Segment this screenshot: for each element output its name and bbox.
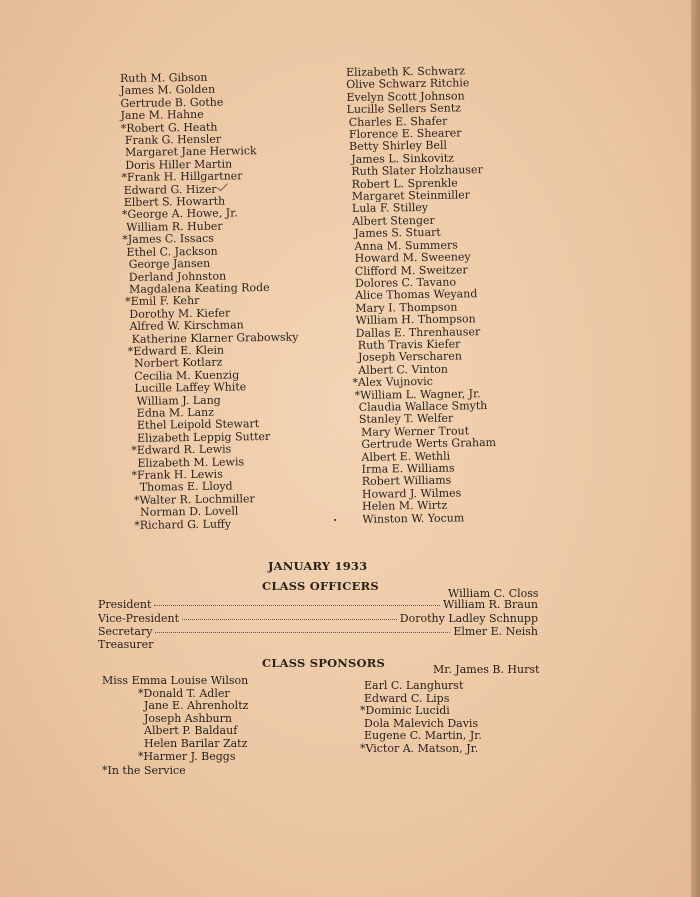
sponsor-name: Helen Barilar Zatz <box>144 736 248 750</box>
sponsor-name: Albert P. Baldauf <box>144 724 238 738</box>
sponsor-name: Joseph Ashburn <box>144 711 232 725</box>
graduate-name: Ruth Travis Kiefer <box>357 337 461 352</box>
sponsor-name: *Victor A. Matson, Jr. <box>360 741 479 755</box>
sponsor-name: Eugene C. Martin, Jr. <box>364 729 482 743</box>
graduate-name: Norman D. Lovell <box>140 504 239 519</box>
graduate-name: James M. Golden <box>120 83 216 98</box>
graduate-name: Edward G. Hizer <box>122 182 297 197</box>
sponsor-left-head: Miss Emma Louise Wilson <box>102 674 249 687</box>
pencil-check-mark-icon <box>216 184 226 192</box>
sponsor-name: Earl C. Langhurst <box>364 679 464 692</box>
officer-name: Dorothy Ladley Schnupp <box>399 612 538 625</box>
graduate-name: William R. Huber <box>126 219 223 234</box>
graduate-name: *Frank H. Hillgartner <box>121 169 243 185</box>
footnote: *In the Service <box>102 764 186 777</box>
leader-dots <box>155 632 450 633</box>
officer-role: Vice-President <box>98 612 180 625</box>
graduate-name: Elizabeth K. Schwarz <box>345 64 466 79</box>
officer-row-president <box>98 598 538 611</box>
graduate-name: Stanley T. Welfer <box>358 411 454 427</box>
graduate-name: Mary I. Thompson <box>355 300 458 315</box>
graduate-name: Lucille Sellers Sentz <box>346 101 462 117</box>
graduate-name: Margaret Steinmiller <box>351 188 471 203</box>
graduate-name: Elizabeth Leppig Sutter <box>137 429 271 445</box>
graduate-name: Thomas E. Lloyd <box>139 479 233 495</box>
graduate-name: Dorothy M. Kiefer <box>129 306 231 321</box>
graduate-name: *Edward E. Klein <box>127 343 225 358</box>
class-sponsors-heading: CLASS SPONSORS <box>262 656 385 670</box>
graduate-name: *Edward R. Lewis <box>131 442 232 458</box>
graduate-name: Derland Johnston <box>128 269 227 284</box>
officer-name: William R. Braun <box>442 598 538 611</box>
graduate-name: William H. Thompson <box>355 312 476 328</box>
graduate-name: Lula F. Stilley <box>351 201 429 216</box>
graduate-name: Cecilia M. Kuenzig <box>134 368 240 383</box>
graduate-name: *Walter R. Lochmiller <box>133 491 255 507</box>
graduate-name: Elbert S. Howarth <box>123 194 226 210</box>
graduate-name: Howard J. Wilmes <box>361 486 462 501</box>
leader-dots <box>182 619 397 620</box>
graduate-name: *William L. Wagner, Jr. <box>354 386 481 402</box>
graduate-name: Claudia Wallace Smyth <box>358 399 488 414</box>
officer-role: Secretary <box>98 625 153 638</box>
sponsor-name: Edward C. Lips <box>364 691 450 705</box>
sponsor-name: Dola Malevich Davis <box>364 716 479 730</box>
graduate-name: Albert E. Wethli <box>361 449 451 464</box>
graduate-name: Katherine Klarner Grabowsky <box>131 330 299 346</box>
officer-row-vice-president <box>98 612 538 625</box>
graduate-name: Elizabeth M. Lewis <box>137 454 245 470</box>
officer-name: Elmer E. Neish <box>453 625 538 638</box>
officer-name-president: William C. Closs <box>448 587 539 600</box>
graduate-name: *Alex Vujnovic <box>352 374 434 390</box>
graduate-name: Alice Thomas Weyand <box>355 287 478 303</box>
graduate-name: Ethel Leipold Stewart <box>136 417 260 433</box>
graduate-name: Irma E. Williams <box>361 461 455 476</box>
graduate-name: *Frank H. Lewis <box>131 467 223 482</box>
graduate-name: Winston W. Yocum <box>362 511 465 526</box>
graduate-name: Edna M. Lanz <box>136 405 215 420</box>
graduate-name: James S. Stuart <box>354 225 441 241</box>
sponsor-list-left <box>102 675 248 763</box>
graduate-name: Albert C. Vinton <box>358 362 449 377</box>
graduate-name: Jane M. Hahne <box>120 108 204 123</box>
sponsor-name: Jane E. Ahrenholtz <box>144 699 249 713</box>
graduate-name: *George A. Howe, Jr. <box>121 206 238 222</box>
class-officers-heading: CLASS OFFICERS <box>262 579 379 593</box>
sponsor-name: *Dominic Lucidi <box>360 704 450 718</box>
graduate-name: Ruth M. Gibson <box>119 70 208 85</box>
graduate-name: Mary Werner Trout <box>361 424 470 439</box>
graduate-list-right <box>346 65 497 526</box>
officer-role: Treasurer <box>98 638 154 651</box>
graduate-list-left <box>120 71 301 532</box>
graduate-name: Helen M. Wirtz <box>362 498 448 514</box>
graduate-name: Olive Schwarz Ritchie <box>346 76 470 92</box>
graduate-name: Ethel C. Jackson <box>126 244 218 259</box>
graduate-name: Norbert Kotlarz <box>133 355 223 371</box>
graduate-name: George Jansen <box>128 256 211 271</box>
page-edge <box>691 0 700 897</box>
term-heading: JANUARY 1933 <box>268 559 368 573</box>
graduate-name: Doris Hiller Martin <box>125 157 233 172</box>
graduate-name: *Robert G. Heath <box>120 120 218 135</box>
graduate-name: James L. Sinkovitz <box>351 151 455 166</box>
graduate-name: Gertrude Werts Graham <box>361 436 497 452</box>
stray-dot <box>334 519 336 521</box>
graduate-name: Charles E. Shafer <box>348 114 448 129</box>
graduate-name: Ruth Slater Holzhauser <box>351 163 483 179</box>
graduate-name: Florence E. Shearer <box>348 126 462 141</box>
graduate-name: Margaret Jane Herwick <box>125 144 257 160</box>
graduate-name: Magdalena Keating Rode <box>128 280 270 296</box>
sponsor-name: *Harmer J. Beggs <box>138 749 236 763</box>
graduate-name: Joseph Verscharen <box>357 349 462 365</box>
graduate-name: Dolores C. Tavano <box>354 275 457 290</box>
sponsor-right-head: Mr. James B. Hurst <box>433 663 540 676</box>
sponsor-name: *Donald T. Adler <box>138 686 230 700</box>
officer-row-secretary <box>98 625 538 638</box>
officer-role: President <box>98 598 152 611</box>
graduate-name: Frank G. Hensler <box>124 132 222 147</box>
sponsor-list-right <box>360 680 482 756</box>
graduate-name: Gertrude B. Gothe <box>120 95 224 110</box>
graduate-name: Robert L. Sprenkle <box>351 176 458 191</box>
graduate-name: *Richard G. Luffy <box>134 517 232 532</box>
leader-dots <box>154 605 440 606</box>
graduate-name: Howard M. Sweeney <box>354 250 471 265</box>
graduate-name: Robert Williams <box>361 473 452 489</box>
graduate-name: Evelyn Scott Johnson <box>346 89 465 104</box>
graduate-name: Anna M. Summers <box>354 238 458 253</box>
graduate-name: Alfred W. Kirschman <box>129 318 244 334</box>
graduate-name: Betty Shirley Bell <box>349 139 448 154</box>
graduate-name: *Emil F. Kehr <box>125 294 200 309</box>
graduate-name: Lucille Laffey White <box>134 380 247 395</box>
graduate-name: Dallas E. Threnhauser <box>355 324 481 340</box>
graduate-name: Clifford M. Sweitzer <box>354 262 468 278</box>
graduate-name: *James C. Issacs <box>122 231 214 247</box>
graduate-name: Albert Stenger <box>352 213 435 228</box>
officer-row-treasurer <box>98 638 538 651</box>
graduate-name: William J. Lang <box>136 393 221 408</box>
